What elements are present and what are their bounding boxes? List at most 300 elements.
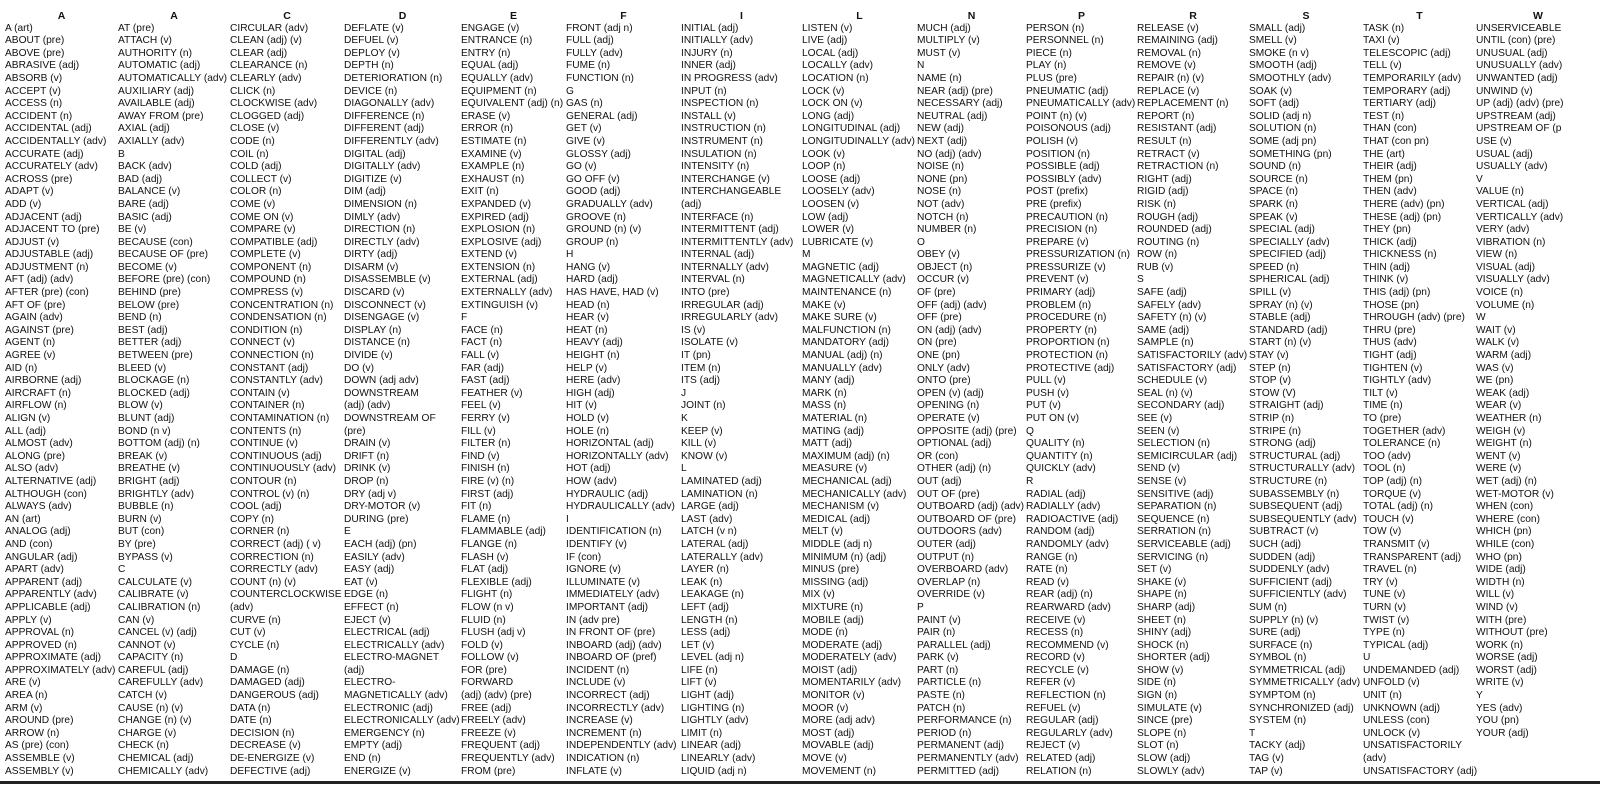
word-entry: WHEN (con) [1476,501,1534,513]
word-entry: UNIT (n) [1363,690,1402,702]
word-entry: IDENTIFY (v) [566,538,627,550]
word-entry: EAT (v) [344,576,378,588]
word-entry: EASILY (adv) [344,551,405,563]
word-entry: IGNORE (v) [566,564,621,576]
word-entry: WET (adj) (n) [1476,475,1537,487]
word-entry: RELATED (adj) [1026,753,1096,765]
word-entry: APPLY (v) [5,614,52,626]
word-entry: TOO (adv) [1363,450,1411,462]
word-entry: FAST (adj) [461,375,510,387]
word-entry: SEMICIRCULAR (adj) [1137,450,1238,462]
word-entry: INCREMENT (n) [566,727,642,739]
word-entry: CONNECT (v) [230,337,295,349]
word-entry: SENSITIVE (adj) [1137,488,1214,500]
word-entry: GO (v) [566,161,597,173]
word-entry: INBOARD OF (pref) [566,652,657,664]
word-entry: CURVE (n) [230,614,281,626]
column-letter-heading: I [740,10,743,22]
word-entry: SPEED (n) [1249,261,1299,273]
word-entry: DISCONNECT (v) [344,299,426,311]
word-entry: EXAMINE (v) [461,148,522,160]
word-entry: LIVE (adj) [802,35,848,47]
word-entry: INCIDENT (n) [566,664,630,676]
word-entry: SEPARATION (n) [1137,501,1217,513]
word-entry: WE (pn) [1476,375,1514,387]
word-entry: TOOL (n) [1363,463,1406,475]
word-entry: USUALLY (adv) [1476,161,1548,173]
word-entry: PROTECTIVE (adj) [1026,362,1115,374]
word-entry: EXTENSION (n) [461,261,536,273]
word-entry: DIGITAL (adj) [344,148,406,160]
word-entry: HYDRAULIC (adj) [566,488,649,500]
word-entry: STANDARD (adj) [1249,324,1328,336]
word-entry: BEST (adj) [118,324,168,336]
word-entry: DIRTY (adj) [344,249,398,261]
word-entry: REPLACEMENT (n) [1137,98,1229,110]
word-entry: WEAR (v) [1476,400,1522,412]
word-entry: LENGTH (n) [681,614,738,626]
word-entry: GO OFF (v) [566,173,620,185]
word-entry: CAUSE (n) (v) [118,702,184,714]
word-entry: WENT (v) [1476,450,1521,462]
word-entry: SUM (n) [1249,601,1287,613]
word-entry: DOWNSTREAM OF [344,413,436,424]
word-entry: BETWEEN (pre) [118,350,193,362]
word-entry: BELOW (pre) [118,299,180,311]
word-entry: OUT (adj) [917,475,962,487]
word-entry: OPPOSITE (adj) (pre) [917,425,1017,437]
word-entry: STEP (n) [1249,362,1291,374]
word-entry: LOW (adj) [802,211,849,223]
word-entry: DECISION (n) [230,727,295,739]
word-entry: SUPPLY (n) (v) [1249,614,1319,626]
word-entry: PUSH (v) [1026,387,1070,399]
word-entry: DIM (adj) [344,186,386,198]
word-entry: INDEPENDENTLY (adv) [566,740,677,752]
word-entry: ANALOG (adj) [5,526,71,538]
word-entry: FIT (n) [461,501,492,513]
word-entry: TOW (v) [1363,526,1402,538]
word-entry: EXPLOSION (n) [461,224,536,236]
word-entry: P [917,601,924,613]
word-entry: CLEAN (adj) (v) [230,35,302,47]
word-entry: HAS HAVE, HAD (v) [566,287,659,299]
word-entry: SHOW (v) [1137,664,1184,676]
word-entry: CLEARLY (adv) [230,72,302,84]
word-entry: INCREASE (v) [566,715,633,727]
word-entry: DE-ENERGIZE (v) [230,753,315,765]
word-entry: CORRECTLY (adv) [230,564,318,576]
word-entry: CONNECTION (n) [230,350,314,362]
word-entry: J [681,387,687,399]
word-entry: IMPORTANT (adj) [566,601,649,613]
word-entry: ADJUSTABLE (adj) [5,249,94,261]
word-entry: DRAIN (v) [344,438,391,450]
word-entry: FALL (v) [461,350,500,362]
word-entry: EXTERNALLY (adv) [461,287,553,299]
word-entry: INFLATE (v) [566,765,622,777]
word-entry: TERTIARY (adj) [1363,98,1437,110]
word-entry: CONDITION (n) [230,324,303,336]
word-entry: RECESS (n) [1026,627,1084,639]
word-entry: RANDOMLY (adv) [1026,538,1109,550]
word-entry: RANDOM (adj) [1026,526,1095,538]
word-entry: WILL (v) [1476,589,1515,601]
word-entry: REPAIR (n) (v) [1137,72,1205,84]
word-entry: DOWNSTREAM [344,387,419,399]
word-entry: SOLID (adj n) [1249,110,1312,122]
word-entry: ADJACENT (adj) [5,211,82,223]
word-entry: EXTEND (v) [461,249,518,261]
word-entry: DEFECTIVE (adj) [230,765,311,777]
word-entry: (adj) [344,664,365,676]
word-entry: LET (v) [681,639,715,651]
word-entry: DROP (n) [344,475,389,487]
word-entry: MINIMUM (n) (adj) [802,551,887,563]
word-entry: DIFFERENT (adj) [344,123,425,135]
word-entry: SUFFICIENT (adj) [1249,576,1333,588]
word-entry: START (n) (v) [1249,337,1312,349]
word-entry: NO (adj) (adv) [917,148,982,160]
word-entry: AIRBORNE (adj) [5,375,82,387]
word-entry: IF (con) [566,551,602,563]
word-column [681,10,802,778]
word-entry: READ (v) [1026,576,1070,588]
word-entry: BALANCE (v) [118,186,181,198]
word-entry: EXPLOSIVE (adj) [461,236,542,248]
word-entry: TRANSMIT (v) [1363,538,1430,550]
word-entry: NEXT (adj) [917,135,968,147]
word-entry: COOL (adj) [230,501,282,513]
word-entry: WEIGHT (n) [1476,438,1532,450]
word-entry: THERE (adv) (pn) [1363,198,1445,210]
word-column [1249,10,1363,778]
word-entry: FROM (pre) [461,765,516,777]
word-entry: WIDTH (n) [1476,576,1525,588]
word-entry: MOVABLE (adj) [802,740,874,752]
word-entry: LOOP (n) [802,161,846,173]
word-entry: ALWAYS (adv) [5,501,72,513]
word-entry: SUBSEQUENTLY (adv) [1249,513,1357,525]
word-entry: USUAL (adj) [1476,148,1533,160]
word-entry: FREQUENT (adj) [461,740,541,752]
word-entry: SYMMETRICALLY (adv) [1249,677,1361,689]
word-entry: WAS (v) [1476,362,1514,374]
word-entry: AVAILABLE (adj) [118,98,195,110]
word-entry: INNER (adj) [681,60,736,72]
word-entry: LATERAL (adj) [681,538,749,550]
word-entry: MIDDLE (adj n) [802,538,873,550]
word-entry: FUNCTION (n) [566,72,634,84]
word-entry: F [461,312,468,324]
word-entry: COMPLETE (v) [230,249,301,261]
word-entry: LAYER (n) [681,564,729,576]
word-entry: HYDRAULICALLY (adv) [566,501,675,513]
word-entry: CHEMICAL (adj) [118,753,194,765]
word-entry: ASSEMBLY (v) [5,765,74,777]
word-entry: CYCLE (n) [230,639,280,651]
word-entry: BLOW (v) [118,400,163,412]
word-entry: THROUGH (adv) (pre) [1363,312,1465,324]
word-entry: OVERLAP (n) [917,576,981,588]
word-entry: FREELY (adv) [461,715,526,727]
word-entry: WRITE (v) [1476,677,1524,689]
word-entry: CUT (v) [230,627,266,639]
word-entry: TOGETHER (adv) [1363,425,1446,437]
word-entry: SURE (adj) [1249,627,1301,639]
word-entry: G [566,85,574,97]
word-entry: SIMULATE (v) [1137,702,1202,714]
word-entry: APPROVAL (n) [5,627,75,639]
word-entry: ALONG (pre) [5,450,66,462]
word-entry: CLICK (n) [230,85,276,97]
word-entry: LINEAR (adj) [681,740,742,752]
word-entry: DIGITALLY (adv) [344,161,421,173]
word-entry: WHILE (con) [1476,538,1535,550]
word-entry: HORIZONTAL (adj) [566,438,654,450]
word-entry: Y [1476,690,1483,702]
word-column [118,10,230,778]
word-entry: TEMPORARILY (adv) [1363,72,1462,84]
word-entry: BOND (n v) [118,425,171,437]
word-entry: HEIGHT (n) [566,350,620,362]
word-entry: FOLD (v) [461,639,503,651]
word-entry: CONTOUR (n) [230,475,297,487]
word-entry: MAGNETICALLY (adv) [802,274,906,286]
word-entry: COMPOUND (n) [230,274,306,286]
word-entry: WHERE (con) [1476,513,1540,525]
word-entry: THAT (con pn) [1363,135,1429,147]
word-entry: SLOW (adj) [1137,753,1191,765]
word-entry: PNEUMATICALLY (adv) [1026,98,1136,110]
word-column [1026,10,1137,778]
word-entry: MEDICAL (adj) [802,513,871,525]
word-entry: ESTIMATE (n) [461,135,527,147]
word-entry: STRUCTURALLY (adv) [1249,463,1356,475]
word-entry: DEVICE (n) [344,85,398,97]
word-entry: SPECIALLY (adv) [1249,236,1330,248]
word-entry: AWAY FROM (pre) [118,110,204,122]
word-column [1137,10,1249,778]
word-entry: LOCALLY (adv) [802,60,873,72]
word-entry: OUTPUT (n) [917,551,974,563]
word-entry: SAFELY (adv) [1137,299,1202,311]
word-entry: COUNT (n) (v) [230,576,297,588]
word-entry: CONTINUOUS (adj) [230,450,322,462]
word-entry: DIRECTION (n) [344,224,416,236]
word-entry: CONTROL (v) (n) [230,488,310,500]
word-entry: MISSING (adj) [802,576,869,588]
word-entry: COMPRESS (v) [230,287,304,299]
word-entry: WEATHER (n) [1476,413,1542,424]
word-entry: EXIT (n) [461,186,499,198]
word-entry: PROBLEM (n) [1026,299,1092,311]
word-entry: LEAKAGE (n) [681,589,744,601]
word-entry: DIRECTLY (adv) [344,236,420,248]
word-entry: UPSTREAM OF (p [1476,123,1562,135]
word-entry: TURN (v) [1363,601,1407,613]
word-entry: MODERATELY (adv) [802,652,897,664]
word-entry: YOU (pn) [1476,715,1520,727]
word-entry: QUALITY (n) [1026,438,1085,450]
word-entry: IN (adv pre) [566,614,620,626]
word-entry: OFF (adj) (adv) [917,299,987,311]
word-entry: BEFORE (pre) (con) [118,274,211,286]
word-entry: ROUTING (n) [1137,236,1200,248]
word-entry: NOISE (n) [917,161,964,173]
word-entry: MOVE (v) [802,753,847,765]
word-entry: UNKNOWN (adj) [1363,702,1440,714]
word-entry: WEIGH (v) [1476,425,1526,437]
word-entry: GOOD (adj) [566,186,621,198]
word-entry: GRADUALLY (adv) [566,198,653,210]
word-entry: OPTIONAL (adj) [917,438,992,450]
word-entry: VIEW (n) [1476,249,1518,261]
word-entry: UP (adj) (adv) (pre) [1476,98,1564,110]
word-entry: REFUEL (v) [1026,702,1081,714]
word-entry: LONGITUDINALLY (adv) [802,135,915,147]
word-entry: VERY (adv) [1476,224,1530,236]
word-entry: MUCH (adj) [917,22,971,34]
word-entry: AXIAL (adj) [118,123,170,135]
word-entry: DRY (adj v) [344,488,397,500]
word-entry: THE (art) [1363,148,1405,160]
word-entry: TWIST (v) [1363,614,1410,626]
word-entry: OF (pre) [917,287,956,299]
column-letter-heading: T [1416,10,1423,22]
word-entry: REARWARD (adv) [1026,601,1111,613]
word-entry: BLUNT (adj) [118,413,175,424]
word-entry: LAMINATED (adj) [681,475,762,487]
word-entry: AFTER (pre) (con) [5,287,89,299]
word-entry: RECOMMEND (v) [1026,639,1109,651]
word-entry: CANCEL (v) (adj) [118,627,197,639]
word-entry: INSTALL (v) [681,110,736,122]
word-entry: HARD (adj) [566,274,619,286]
word-entry: VOICE (n) [1476,287,1523,299]
word-entry: E [344,526,351,538]
word-entry: ARE (v) [5,677,41,689]
word-entry: MODE (n) [802,627,848,639]
word-entry: CHARGE (v) [118,727,177,739]
word-entry: SEE (v) [1137,413,1173,424]
word-entry: OUTBOARD (adj) (adv) [917,501,1024,513]
word-entry: RECORD (v) [1026,652,1085,664]
word-entry: MIX (v) [802,589,835,601]
word-entry: DIAGONALLY (adv) [344,98,435,110]
word-entry: LESS (adj) [681,627,731,639]
word-entry: THICK (adj) [1363,236,1417,248]
word-entry: REMOVE (v) [1137,60,1196,72]
word-entry: SOMETHING (pn) [1249,148,1332,160]
word-entry: SEEN (v) [1137,425,1180,437]
word-entry: DIVIDE (v) [344,350,393,362]
word-entry: DURING (pre) [344,513,409,525]
word-entry: MANUAL (adj) (n) [802,350,883,362]
word-entry: UNSATISFACTORILY [1363,740,1463,752]
word-entry: ABSORB (v) [5,72,63,84]
word-entry: EMPTY (adj) [344,740,403,752]
word-entry: OTHER (adj) (n) [917,463,992,475]
word-entry: AID (n) [5,362,38,374]
word-entry: INTERNALLY (adv) [681,261,769,273]
word-entry: GET (v) [566,123,602,135]
word-entry: LOCATION (n) [802,72,869,84]
word-entry: TELESCOPIC (adj) [1363,47,1451,59]
word-entry: WORST (adj) [1476,664,1537,676]
word-entry: INTENSITY (n) [681,161,750,173]
word-entry: SPEAK (v) [1249,211,1298,223]
word-entry: PARALLEL (adj) [917,639,991,651]
word-entry: OUTDOORS (adv) [917,526,1002,538]
word-entry: OVERRIDE (v) [917,589,985,601]
word-entry: PRECAUTION (n) [1026,211,1109,223]
word-entry: SIGN (n) [1137,690,1178,702]
word-entry: ENERGIZE (v) [344,765,411,777]
word-entry: APPROXIMATE (adj) [5,652,102,664]
word-entry: AREA (n) [5,690,48,702]
word-entry: SAMPLE (n) [1137,337,1194,349]
word-entry: EQUAL (adj) [461,60,519,72]
word-entry: LATERALLY (adv) [681,551,764,563]
word-entry: CONSTANT (adj) [230,362,309,374]
word-entry: COME ON (v) [230,211,294,223]
word-column [344,10,461,778]
word-entry: RECEIVE (v) [1026,614,1086,626]
word-entry: HANG (v) [566,261,611,273]
word-entry: ON (adj) (adv) [917,324,982,336]
word-entry: TRANSPARENT (adj) [1363,551,1462,563]
word-entry: INTERNAL (adj) [681,249,755,261]
word-entry: NUMBER (n) [917,224,977,236]
word-entry: MECHANICALLY (adv) [802,488,907,500]
word-entry: MANY (adj) [802,375,855,387]
word-entry: SYNCHRONIZED (adj) [1249,702,1354,714]
word-entry: SUBSEQUENT (adj) [1249,501,1343,513]
word-entry: DISASSEMBLE (v) [344,274,431,286]
word-entry: SEAL (n) (v) [1137,387,1193,399]
word-entry: MATERIAL (n) [802,413,868,424]
word-entry: VOLUME (n) [1476,299,1535,311]
word-entry: EXTERNAL (adj) [461,274,538,286]
word-entry: MOIST (adj) [802,664,858,676]
word-entry: REPLACE (v) [1137,85,1200,97]
word-entry: MAKE (v) [802,299,846,311]
word-entry: MAGNETIC (adj) [802,261,879,273]
word-entry: MELT (v) [802,526,843,538]
word-entry: OFF (pre) [917,312,962,324]
word-entry: VIBRATION (n) [1476,236,1546,248]
word-entry: SHAKE (v) [1137,576,1187,588]
word-entry: FREEZE (v) [461,727,516,739]
word-entry: BECAUSE (con) [118,236,193,248]
word-entry: DO (v) [344,362,374,374]
word-entry: LOCK (v) [802,85,845,97]
word-entry: IN FRONT OF (pre) [566,627,656,639]
word-entry: INTERCHANGEABLE [681,186,782,198]
word-entry: RADIALLY (adv) [1026,501,1101,513]
word-entry: COMPATIBLE (adj) [230,236,318,248]
word-entry: AROUND (pre) [5,715,74,727]
word-entry: LEAK (n) [681,576,723,588]
word-entry: CONDENSATION (n) [230,312,327,324]
word-entry: FREE (adj) [461,702,512,714]
word-entry: ELECTRO- [344,677,396,689]
word-entry: BASIC (adj) [118,211,172,223]
word-entry: DISTANCE (n) [344,337,411,349]
word-entry: PROTECTION (n) [1026,350,1109,362]
word-entry: UPSTREAM (adj) [1476,110,1556,122]
